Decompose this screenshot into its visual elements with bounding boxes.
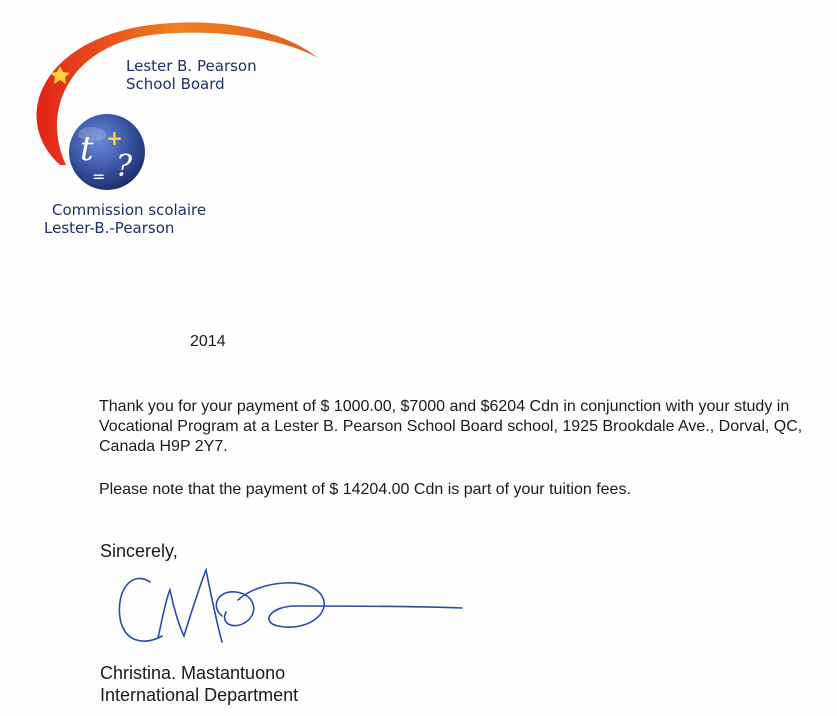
signatory-block [100,662,298,706]
tuition-note-paragraph: Please note that the payment of $ 14204.00 Cdn is part of your tuition fees. [99,481,631,498]
svg-text:?: ? [116,149,133,184]
signatory-department: International Department [100,685,299,705]
org-name-en-line1: Lester B. Pearson [126,57,257,75]
payment-paragraph: Thank you for your payment of $ 1000.00, $7000 and $6204 Cdn in conjunction with your study in Vocational Program at a Lester B. Pearson School Board school, 1925 Brookdale Ave., Dorval, QC, Canada H9P 2Y7. [99,398,803,455]
letter-closing: Sincerely, [100,541,178,561]
svg-text:+: + [106,126,123,150]
svg-text:t: t [80,129,94,169]
letter-date: 2014 [190,333,226,350]
org-name-fr-line1: Commission scolaire [52,201,207,219]
letter-body [99,397,829,500]
org-name-en-line2: School Board [126,75,225,93]
svg-text:=: = [92,167,106,186]
org-name-english [126,57,257,93]
handwritten-signature-icon [110,550,470,660]
letterhead [0,0,330,245]
org-name-french [44,201,206,237]
org-name-fr-line2: Lester-B.-Pearson [44,219,175,237]
signatory-name: Christina. Mastantuono [100,663,286,683]
